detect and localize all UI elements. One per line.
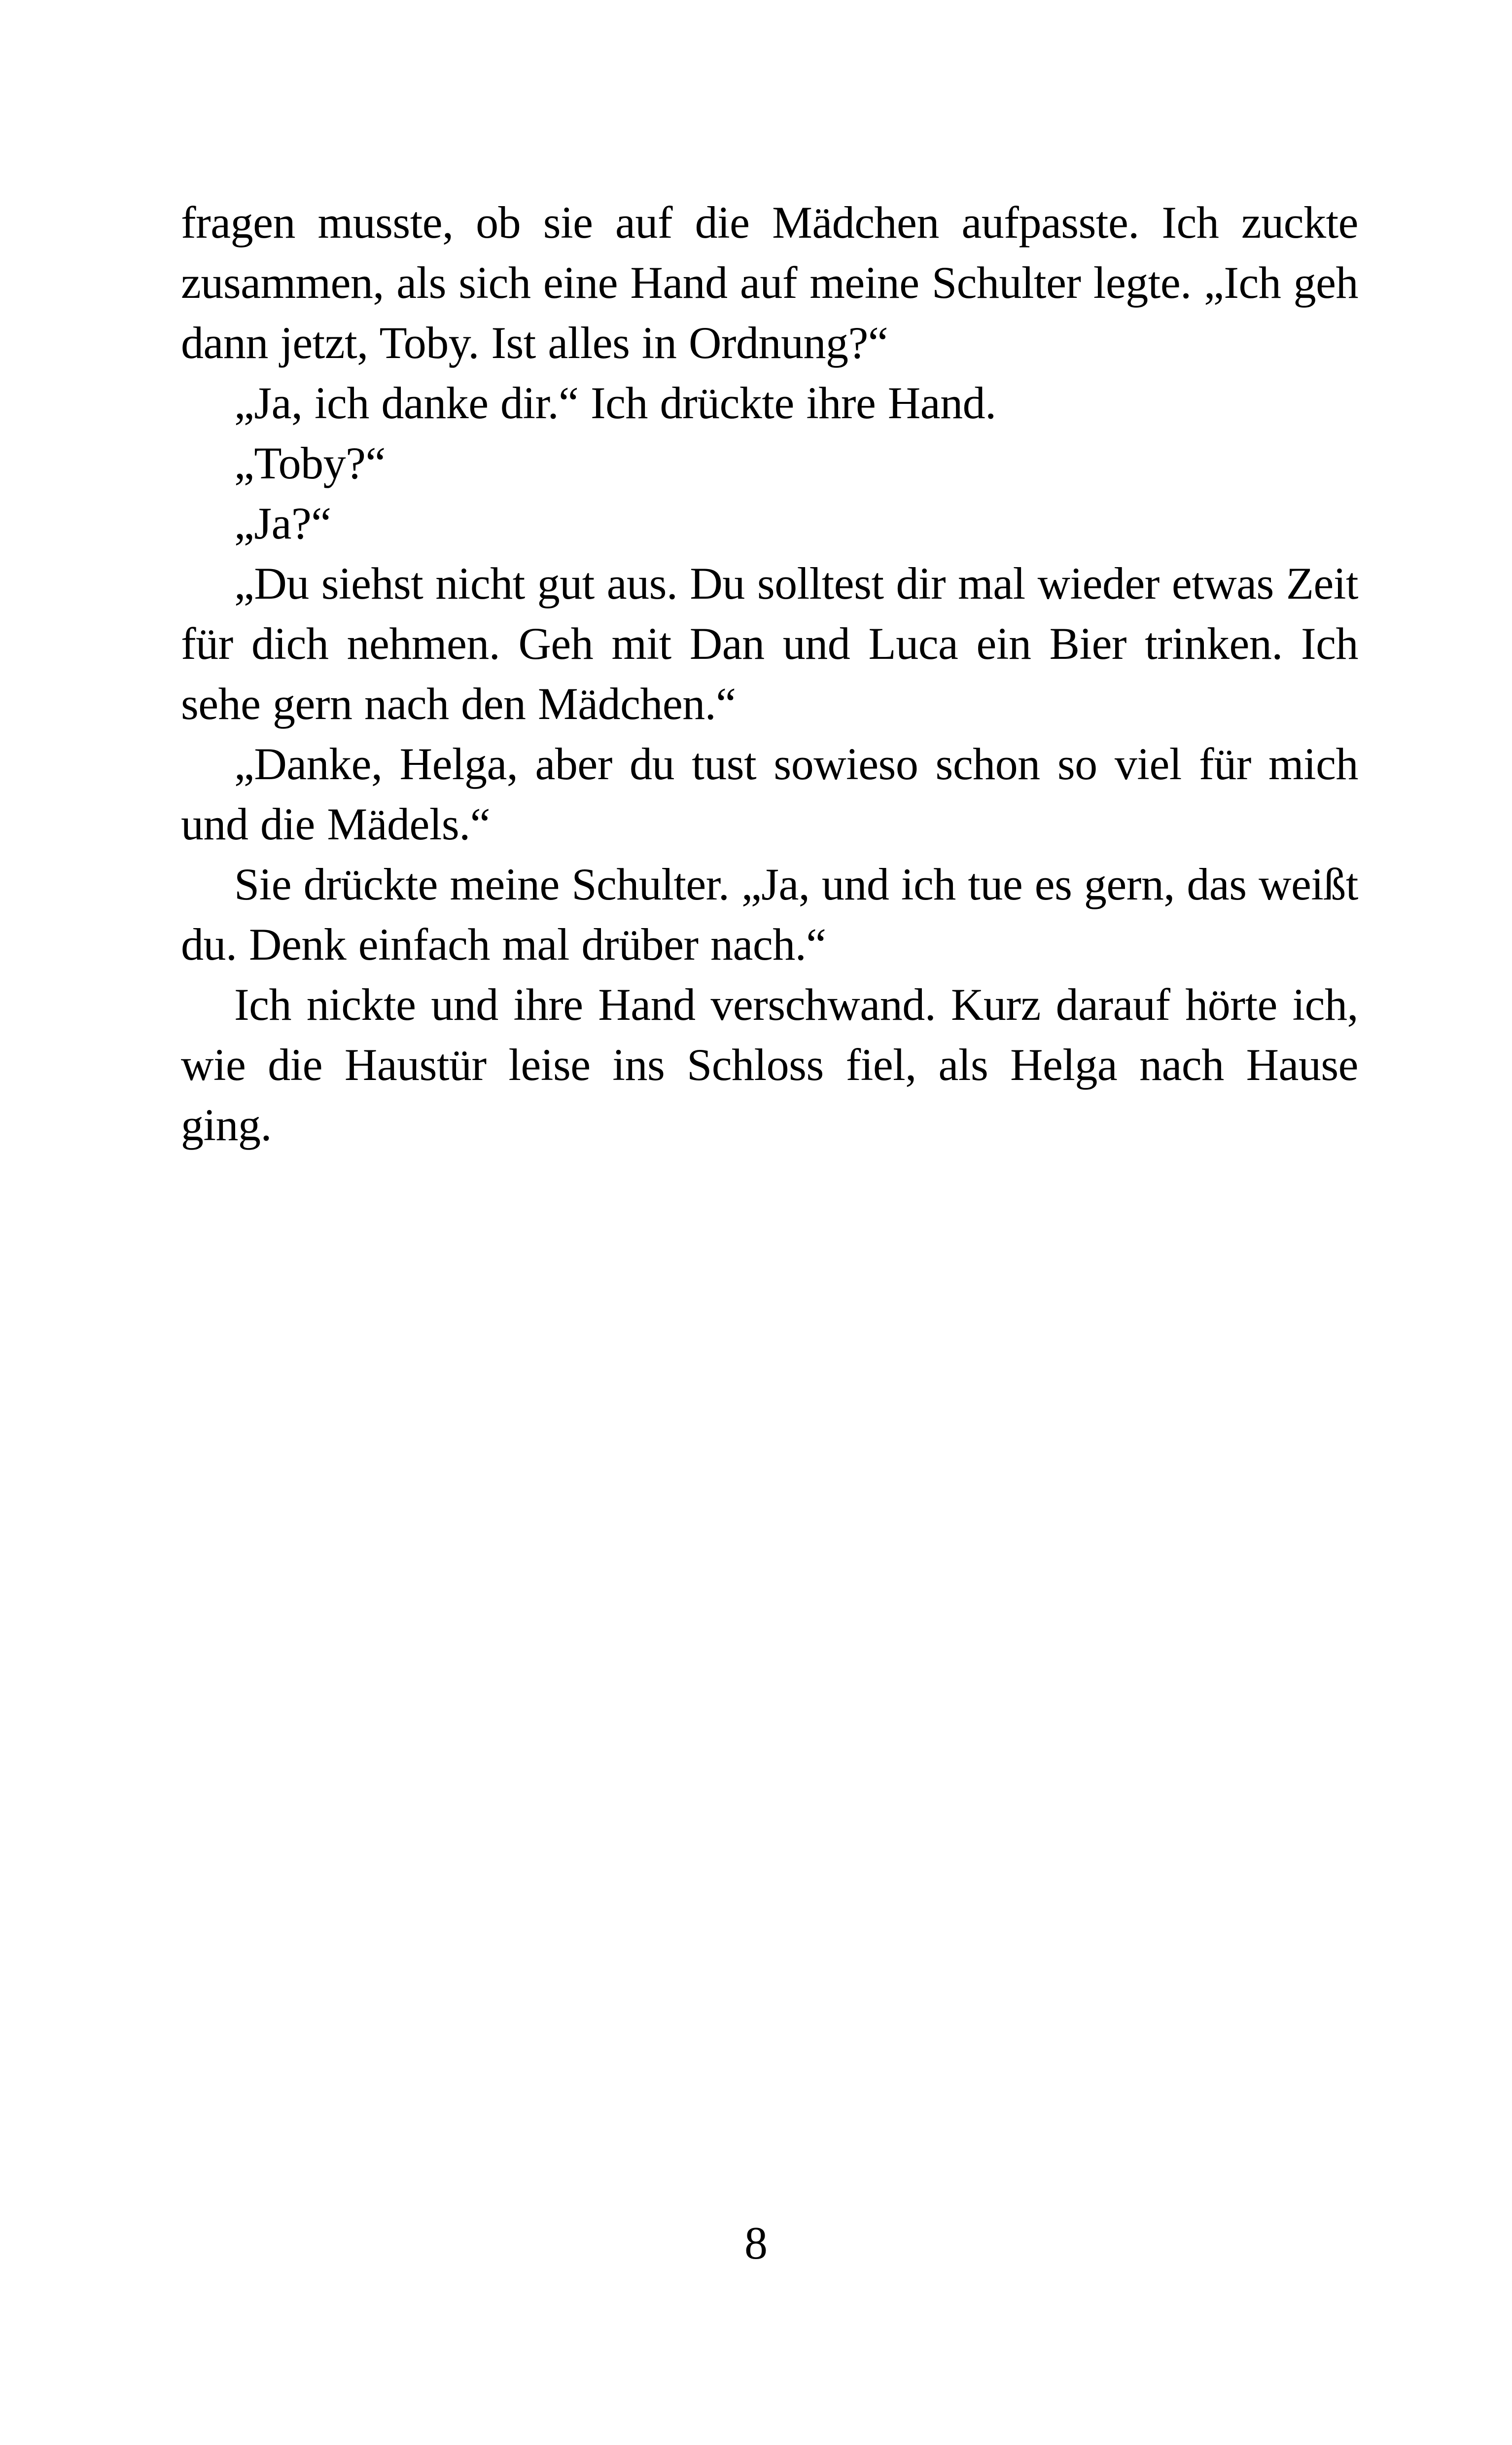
body-text-block	[181, 192, 1358, 1155]
paragraph-dialogue: „Toby?“	[234, 438, 386, 488]
paragraph-dialogue: „Danke, Helga, aber du tust sowieso schon so viel für mich und die Mädels.“	[181, 739, 1358, 849]
paragraph-dialogue: „Du siehst nicht gut aus. Du solltest dir mal wieder etwas Zeit für dich nehmen. Geh mit Dan und Luca ein Bier trinken. Ich sehe gern nach den Mädchen.“	[181, 558, 1358, 729]
paragraph-continuation: fragen musste, ob sie auf die Mädchen aufpasste. Ich zuckte zusammen, als sich eine Hand auf meine Schulter legte. „Ich geh dann jetzt, Toby. Ist alles in Ordnung?“	[181, 197, 1358, 368]
paragraph-narration: Sie drückte meine Schulter. „Ja, und ich tue es gern, das weißt du. Denk einfach mal drüber nach.“	[181, 859, 1358, 970]
paragraph-narration: Ich nickte und ihre Hand verschwand. Kurz darauf hörte ich, wie die Haustür leise ins Schloss fiel, als Helga nach Hause ging.	[181, 979, 1358, 1150]
paragraph-dialogue: „Ja, ich danke dir.“ Ich drückte ihre Hand.	[234, 378, 996, 428]
page-number: 8	[744, 2218, 768, 2269]
paragraph-dialogue: „Ja?“	[234, 498, 331, 548]
